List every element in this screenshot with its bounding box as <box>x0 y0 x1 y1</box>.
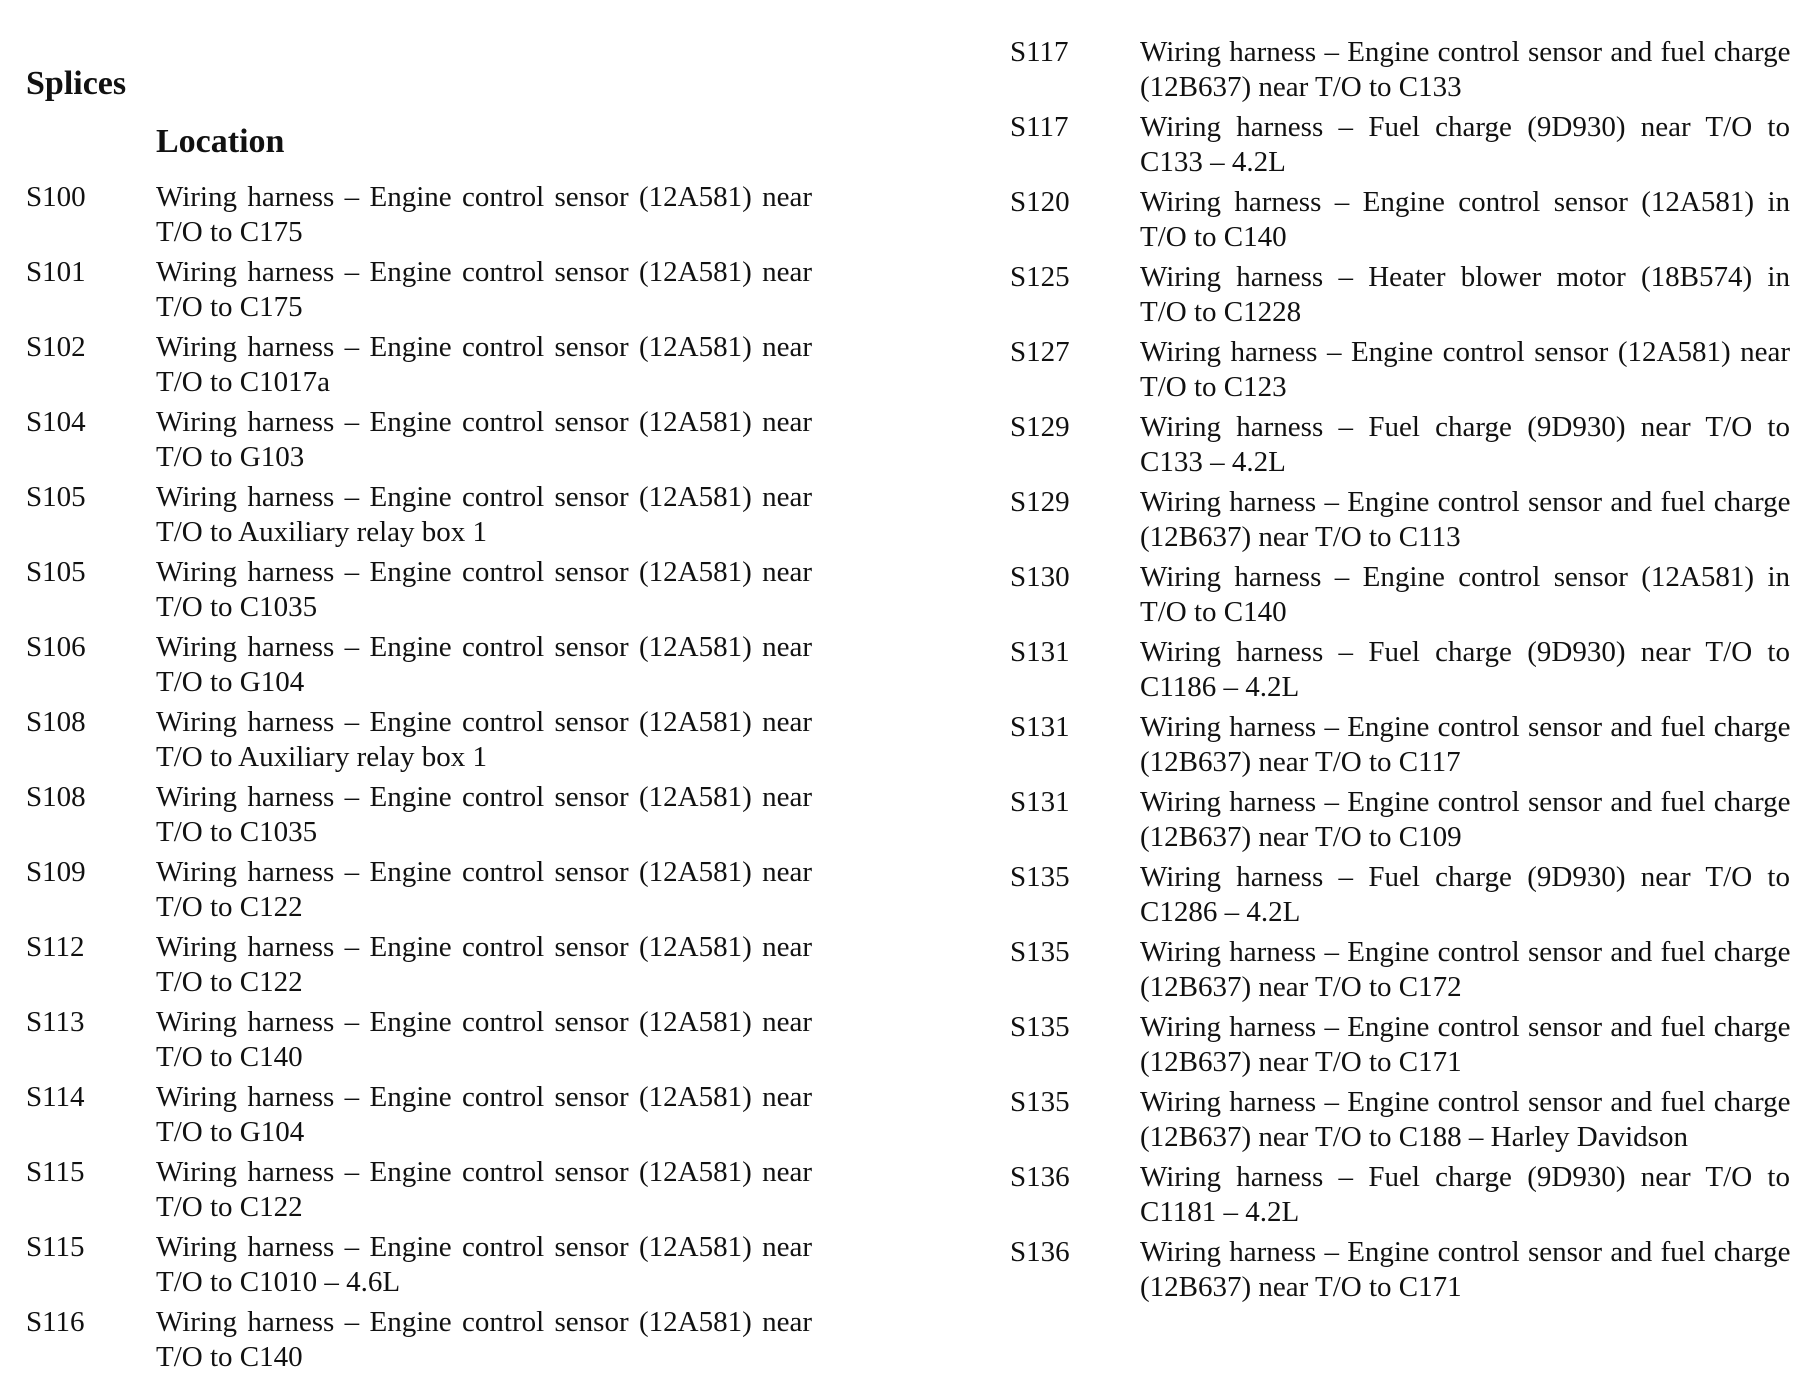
splice-entry <box>26 1155 812 1230</box>
splice-location-line-2: T/O to C1017a <box>156 366 330 398</box>
splice-code: S135 <box>1010 1011 1070 1043</box>
splice-entry <box>26 705 812 780</box>
splice-location-line-2: T/O to C140 <box>1140 221 1287 253</box>
splice-location <box>1140 485 1791 560</box>
right-splice-list <box>1010 35 1790 1310</box>
splice-location <box>156 330 812 405</box>
splice-location-line-1: Wiring harness – Engine control sensor (12A581) near <box>156 1006 812 1038</box>
splice-location-line-1: Wiring harness – Fuel charge (9D930) near T/O to <box>1140 636 1790 668</box>
splice-location <box>1140 1160 1790 1235</box>
splice-location-line-2: T/O to C1228 <box>1140 296 1302 328</box>
splice-code: S135 <box>1010 861 1070 893</box>
splice-entry <box>26 855 812 930</box>
splice-location-line-2: (12B637) near T/O to C133 <box>1140 71 1462 103</box>
splice-code: S108 <box>26 781 86 813</box>
splice-code: S120 <box>1010 186 1070 218</box>
splice-code: S114 <box>26 1081 85 1113</box>
splice-location <box>156 255 812 330</box>
splice-location-line-1: Wiring harness – Engine control sensor (12A581) near <box>156 856 812 888</box>
splice-entry <box>1010 185 1790 260</box>
splice-location <box>156 555 812 630</box>
splice-code: S113 <box>26 1006 85 1038</box>
splice-location-line-1: Wiring harness – Engine control sensor (12A581) in <box>1140 186 1790 218</box>
splice-code: S101 <box>26 256 86 288</box>
splice-location-line-2: T/O to G104 <box>156 1116 305 1148</box>
splice-code: S127 <box>1010 336 1070 368</box>
splice-entry <box>1010 485 1790 560</box>
splice-entry <box>26 1005 812 1080</box>
splice-entry <box>1010 35 1790 110</box>
splice-location-line-1: Wiring harness – Engine control sensor and fuel charge <box>1140 786 1791 818</box>
splice-location-line-2: T/O to C1035 <box>156 591 318 623</box>
splice-code: S109 <box>26 856 86 888</box>
splice-entry <box>26 330 812 405</box>
splice-code: S131 <box>1010 711 1070 743</box>
splice-location <box>1140 1085 1791 1160</box>
splice-code: S125 <box>1010 261 1070 293</box>
splice-entry <box>1010 110 1790 185</box>
splice-location-line-2: T/O to C140 <box>156 1041 303 1073</box>
splice-location-line-2: (12B637) near T/O to C171 <box>1140 1046 1462 1078</box>
splice-location-line-1: Wiring harness – Engine control sensor (12A581) near <box>156 781 812 813</box>
splice-location-line-2: C1186 – 4.2L <box>1140 671 1300 703</box>
splice-location-line-2: T/O to C1035 <box>156 816 318 848</box>
splice-location <box>156 780 812 855</box>
splice-location-line-2: (12B637) near T/O to C188 – Harley Davidson <box>1140 1121 1688 1153</box>
splice-location <box>156 1080 812 1155</box>
splice-location <box>1140 335 1790 410</box>
splice-entry <box>26 1230 812 1305</box>
splice-entry <box>26 255 812 330</box>
splice-location-line-1: Wiring harness – Engine control sensor and fuel charge <box>1140 1236 1791 1268</box>
splice-entry <box>1010 1010 1790 1085</box>
splice-location-line-2: (12B637) near T/O to C172 <box>1140 971 1462 1003</box>
splice-location-line-1: Wiring harness – Engine control sensor and fuel charge <box>1140 1011 1791 1043</box>
splice-location-line-1: Wiring harness – Engine control sensor (12A581) near <box>156 1156 812 1188</box>
splice-entry <box>26 405 812 480</box>
splice-location-line-2: T/O to C122 <box>156 1191 303 1223</box>
splice-code: S129 <box>1010 486 1070 518</box>
splice-location-line-2: (12B637) near T/O to C117 <box>1140 746 1461 778</box>
splice-location-line-1: Wiring harness – Engine control sensor (12A581) near <box>156 706 812 738</box>
splice-location-line-1: Wiring harness – Engine control sensor (12A581) in <box>1140 561 1790 593</box>
splice-location-line-2: C133 – 4.2L <box>1140 146 1286 178</box>
splice-entry <box>1010 785 1790 860</box>
splice-location <box>156 630 812 705</box>
splice-location-line-1: Wiring harness – Heater blower motor (18B574) in <box>1140 261 1790 293</box>
splice-code: S136 <box>1010 1161 1070 1193</box>
splice-location-line-2: T/O to C1010 – 4.6L <box>156 1266 401 1298</box>
column-heading-location: Location <box>156 123 285 160</box>
splice-location-line-2: T/O to G103 <box>156 441 305 473</box>
splice-location-line-1: Wiring harness – Engine control sensor (12A581) near <box>156 481 812 513</box>
splice-code: S117 <box>1010 36 1069 68</box>
splice-entry <box>1010 560 1790 635</box>
splice-entry <box>26 630 812 705</box>
splice-location <box>156 1305 812 1380</box>
splice-entry <box>1010 260 1790 335</box>
splice-entry <box>1010 710 1790 785</box>
splice-location-line-2: (12B637) near T/O to C171 <box>1140 1271 1462 1303</box>
splice-entry <box>26 480 812 555</box>
splice-code: S104 <box>26 406 86 438</box>
splice-location-line-2: T/O to C122 <box>156 891 303 923</box>
splice-location-line-1: Wiring harness – Engine control sensor and fuel charge <box>1140 1086 1791 1118</box>
splice-location <box>156 930 812 1005</box>
splice-location <box>156 1005 812 1080</box>
splice-code: S105 <box>26 556 86 588</box>
splice-location-line-2: T/O to C122 <box>156 966 303 998</box>
splice-entry <box>1010 1235 1790 1310</box>
splice-location-line-2: C133 – 4.2L <box>1140 446 1286 478</box>
splice-location-line-2: C1181 – 4.2L <box>1140 1196 1300 1228</box>
splice-location-line-2: (12B637) near T/O to C109 <box>1140 821 1462 853</box>
splice-location-line-2: (12B637) near T/O to C113 <box>1140 521 1461 553</box>
splice-location <box>156 1155 812 1230</box>
splice-location-line-1: Wiring harness – Engine control sensor (12A581) near <box>156 406 812 438</box>
splice-location <box>1140 1235 1791 1310</box>
splice-location <box>1140 110 1790 185</box>
splice-location-line-1: Wiring harness – Fuel charge (9D930) near T/O to <box>1140 861 1790 893</box>
section-heading: Splices <box>26 65 127 102</box>
splice-location-line-2: T/O to C175 <box>156 291 303 323</box>
splice-code: S105 <box>26 481 86 513</box>
splice-location-line-1: Wiring harness – Engine control sensor (12A581) near <box>156 1231 812 1263</box>
splice-code: S108 <box>26 706 86 738</box>
splice-location <box>1140 635 1790 710</box>
splice-location-line-1: Wiring harness – Fuel charge (9D930) near T/O to <box>1140 1161 1790 1193</box>
splice-code: S100 <box>26 181 86 213</box>
splice-location <box>1140 935 1791 1010</box>
left-splice-list <box>26 180 812 1380</box>
splice-location <box>1140 35 1791 110</box>
splice-code: S106 <box>26 631 86 663</box>
splice-entry <box>1010 635 1790 710</box>
splice-location <box>156 405 812 480</box>
splice-entry <box>1010 1085 1790 1160</box>
splice-location-line-1: Wiring harness – Engine control sensor (12A581) near <box>156 181 812 213</box>
splice-entry <box>26 555 812 630</box>
splice-location-line-1: Wiring harness – Engine control sensor (12A581) near <box>156 256 812 288</box>
splice-entry <box>1010 1160 1790 1235</box>
splice-location <box>1140 1010 1791 1085</box>
splice-location <box>1140 560 1790 635</box>
splice-entry <box>1010 335 1790 410</box>
splice-code: S130 <box>1010 561 1070 593</box>
splice-code: S115 <box>26 1231 85 1263</box>
splice-code: S129 <box>1010 411 1070 443</box>
splice-location-line-1: Wiring harness – Fuel charge (9D930) near T/O to <box>1140 111 1790 143</box>
splice-location <box>156 480 812 555</box>
splice-code: S131 <box>1010 786 1070 818</box>
splice-code: S131 <box>1010 636 1070 668</box>
splice-entry <box>26 1080 812 1155</box>
splice-code: S112 <box>26 931 85 963</box>
splice-location-line-1: Wiring harness – Engine control sensor (12A581) near <box>1140 336 1790 368</box>
splice-location-line-1: Wiring harness – Engine control sensor (12A581) near <box>156 931 812 963</box>
splice-location-line-1: Wiring harness – Engine control sensor (12A581) near <box>156 556 812 588</box>
splice-entry <box>1010 410 1790 485</box>
splice-code: S115 <box>26 1156 85 1188</box>
splice-location-line-2: T/O to G104 <box>156 666 305 698</box>
splice-location-line-2: T/O to Auxiliary relay box 1 <box>156 741 488 773</box>
splice-location-line-1: Wiring harness – Engine control sensor and fuel charge <box>1140 486 1791 518</box>
splice-entry <box>26 780 812 855</box>
splice-location-line-2: C1286 – 4.2L <box>1140 896 1301 928</box>
splice-entry <box>26 180 812 255</box>
splice-code: S135 <box>1010 936 1070 968</box>
splice-location <box>1140 710 1791 785</box>
splice-location-line-1: Wiring harness – Engine control sensor and fuel charge <box>1140 711 1791 743</box>
splice-code: S117 <box>1010 111 1069 143</box>
splice-location <box>1140 410 1790 485</box>
splice-location-line-2: T/O to C123 <box>1140 371 1287 403</box>
splice-location-line-1: Wiring harness – Fuel charge (9D930) near T/O to <box>1140 411 1790 443</box>
splice-location-line-2: T/O to C175 <box>156 216 303 248</box>
splice-location <box>1140 260 1790 335</box>
splice-entry <box>1010 935 1790 1010</box>
splice-location <box>156 705 812 780</box>
splice-location <box>1140 185 1790 260</box>
splice-location-line-1: Wiring harness – Engine control sensor (12A581) near <box>156 331 812 363</box>
splice-location-line-1: Wiring harness – Engine control sensor and fuel charge <box>1140 936 1791 968</box>
splice-location-line-2: T/O to C140 <box>156 1341 303 1373</box>
splice-location <box>1140 860 1790 935</box>
splice-location-line-1: Wiring harness – Engine control sensor and fuel charge <box>1140 36 1791 68</box>
splice-code: S135 <box>1010 1086 1070 1118</box>
splice-code: S102 <box>26 331 86 363</box>
splice-location <box>156 1230 812 1305</box>
splice-location <box>1140 785 1791 860</box>
splice-entry <box>26 1305 812 1380</box>
splice-entry <box>26 930 812 1005</box>
splice-location-line-1: Wiring harness – Engine control sensor (12A581) near <box>156 631 812 663</box>
splice-code: S116 <box>26 1306 85 1338</box>
splice-code: S136 <box>1010 1236 1070 1268</box>
splice-location-line-1: Wiring harness – Engine control sensor (12A581) near <box>156 1306 812 1338</box>
splice-entry <box>1010 860 1790 935</box>
splice-location-line-2: T/O to C140 <box>1140 596 1287 628</box>
splice-location <box>156 855 812 930</box>
splice-location-line-1: Wiring harness – Engine control sensor (12A581) near <box>156 1081 812 1113</box>
splice-location <box>156 180 812 255</box>
splice-location-line-2: T/O to Auxiliary relay box 1 <box>156 516 488 548</box>
